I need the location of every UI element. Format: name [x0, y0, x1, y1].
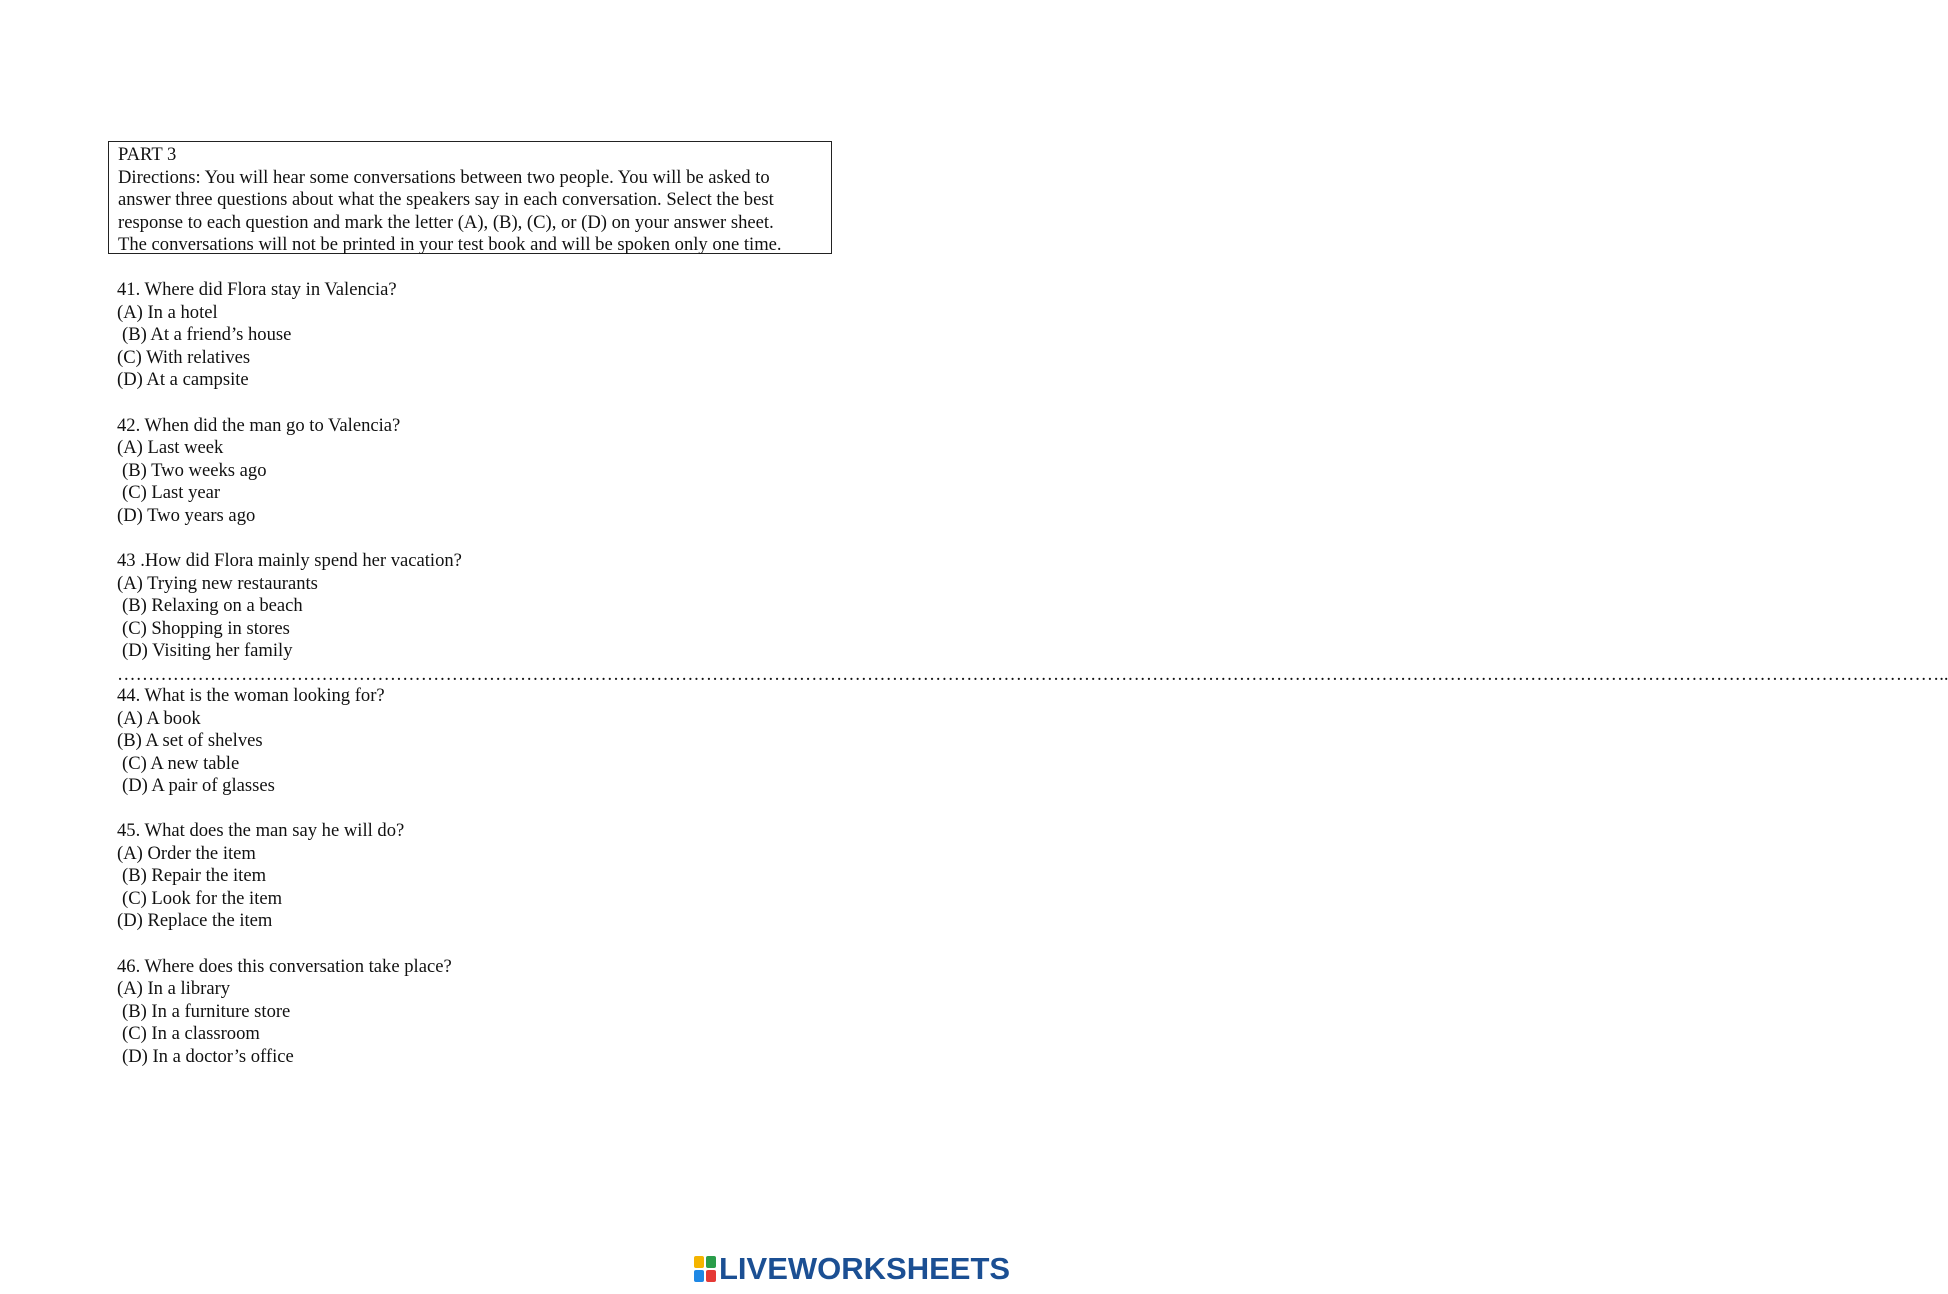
question-42: 42. When did the man go to Valencia? [117, 415, 401, 436]
directions-line: response to each question and mark the letter (A), (B), (C), or (D) on your answer sheet. [118, 211, 774, 233]
liveworksheets-logo-icon [694, 1256, 716, 1282]
logo-tile-blue [694, 1270, 704, 1282]
option-41-a: (A) In a hotel [117, 302, 218, 323]
option-45-a: (A) Order the item [117, 843, 256, 864]
directions-line: answer three questions about what the speakers say in each conversation. Select the best [118, 189, 774, 211]
logo-text: LIVEWORKSHEETS [719, 1251, 1011, 1286]
option-44-b: (B) A set of shelves [117, 730, 263, 751]
option-43-d: (D) Visiting her family [122, 640, 293, 661]
option-42-d: (D) Two years ago [117, 505, 256, 526]
option-43-a: (A) Trying new restaurants [117, 573, 318, 594]
logo-tile-red [706, 1270, 716, 1282]
question-44: 44. What is the woman looking for? [117, 685, 385, 706]
option-44-c: (C) A new table [122, 753, 240, 774]
option-42-a: (A) Last week [117, 437, 224, 458]
option-42-b: (B) Two weeks ago [122, 460, 267, 481]
question-46: 46. Where does this conversation take place? [117, 956, 452, 977]
option-46-a: (A) In a library [117, 978, 231, 999]
logo-tile-yellow [694, 1256, 704, 1268]
option-45-c: (C) Look for the item [122, 888, 283, 909]
question-43: 43 .How did Flora mainly spend her vacation? [117, 550, 462, 571]
option-43-c: (C) Shopping in stores [122, 618, 290, 639]
option-42-c: (C) Last year [122, 482, 221, 503]
option-45-b: (B) Repair the item [122, 865, 267, 886]
directions-box [108, 141, 832, 254]
option-46-c: (C) In a classroom [122, 1023, 260, 1044]
part-title: PART 3 [118, 144, 177, 165]
liveworksheets-logo [694, 1251, 1011, 1286]
option-45-d: (D) Replace the item [117, 910, 273, 931]
option-41-b: (B) At a friend’s house [122, 324, 292, 345]
option-44-a: (A) A book [117, 708, 201, 729]
option-41-d: (D) At a campsite [117, 369, 249, 390]
option-41-c: (C) With relatives [117, 347, 251, 368]
section-separator: …………………………………………………………………………………………………………………………………………………………………………………………………………………………………………………………………….. [117, 664, 1948, 685]
option-46-d: (D) In a doctor’s office [122, 1046, 294, 1067]
option-46-b: (B) In a furniture store [122, 1001, 291, 1022]
question-45: 45. What does the man say he will do? [117, 820, 405, 841]
logo-tile-green [706, 1256, 716, 1268]
directions-line: The conversations will not be printed in your test book and will be spoken only one time. [118, 234, 782, 256]
question-41: 41. Where did Flora stay in Valencia? [117, 279, 397, 300]
option-44-d: (D) A pair of glasses [122, 775, 275, 796]
option-43-b: (B) Relaxing on a beach [122, 595, 303, 616]
directions-line: Directions: You will hear some conversations between two people. You will be asked to [118, 166, 770, 188]
